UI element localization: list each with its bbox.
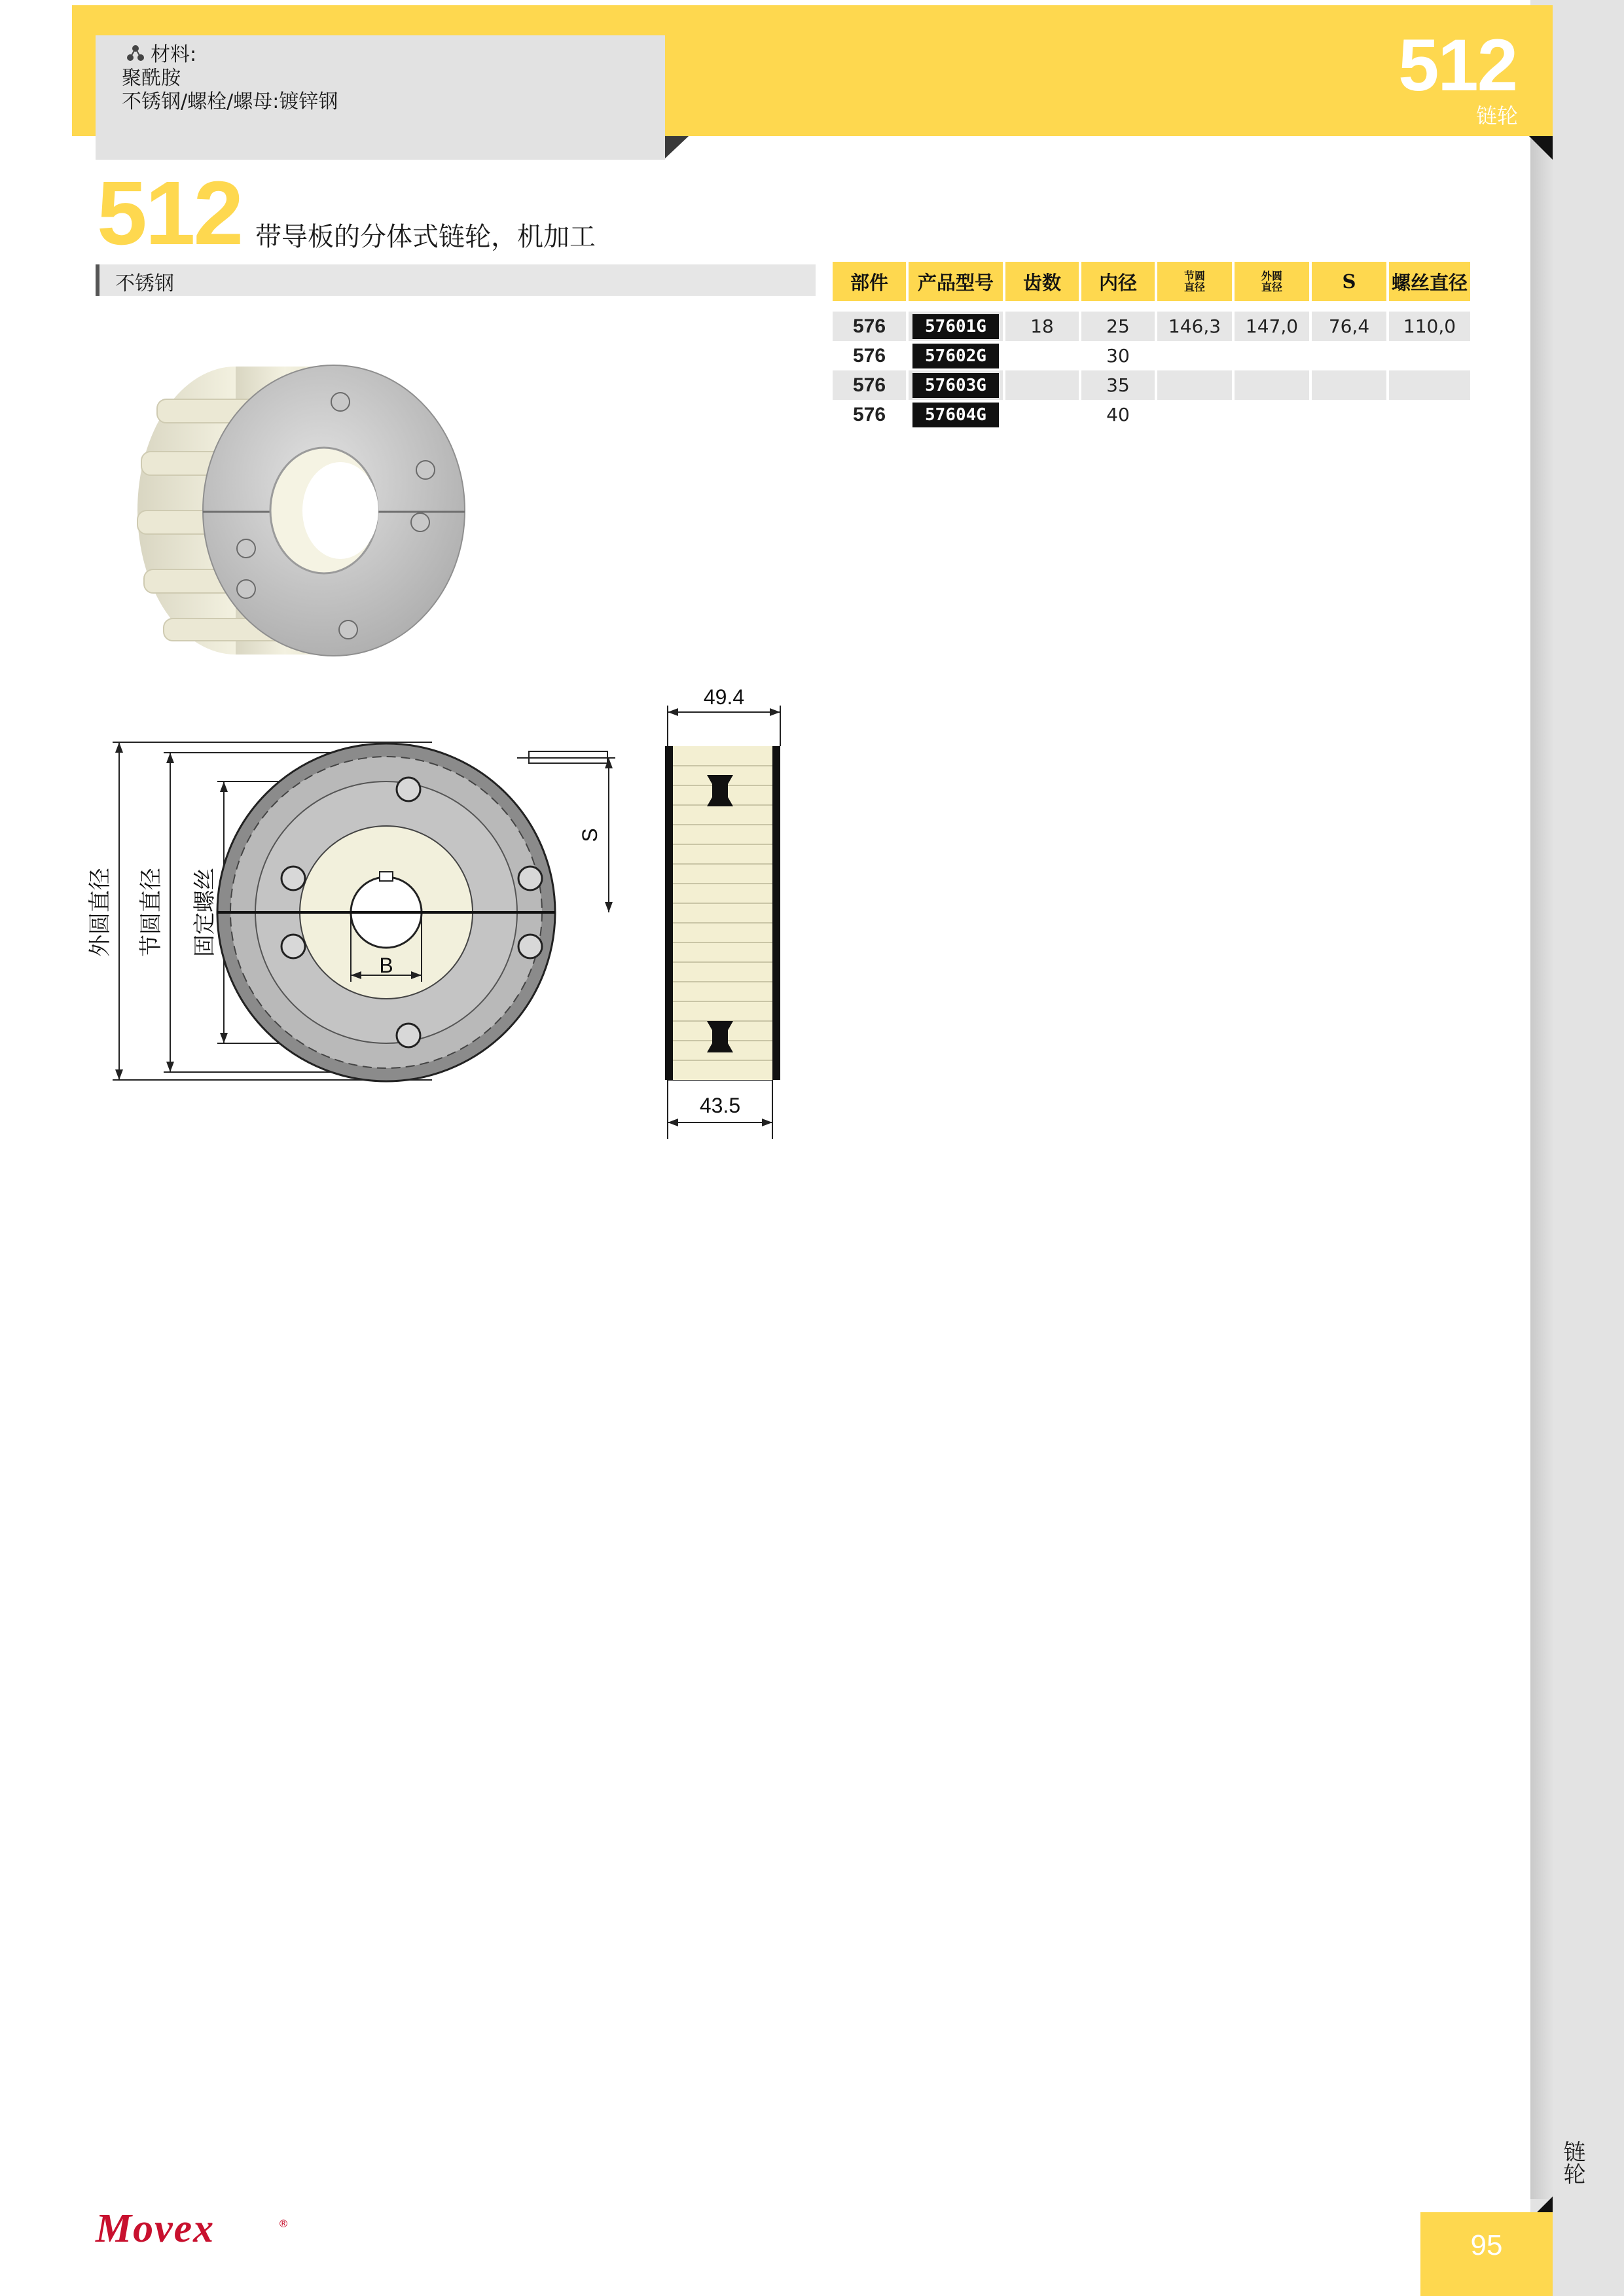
header-screw-diameter: 螺丝直径 xyxy=(1389,262,1470,301)
material-box xyxy=(96,35,665,160)
cell-part: 576 xyxy=(852,403,886,425)
table-row xyxy=(833,400,1470,429)
cell-screw xyxy=(1389,341,1470,370)
header-teeth: 齿数 xyxy=(1005,262,1079,301)
registered-mark: ® xyxy=(278,2217,289,2230)
cell-pitch xyxy=(1157,370,1232,400)
material-heading: 材料: xyxy=(151,43,197,66)
product-code: 57604G xyxy=(912,403,999,427)
cell-outer xyxy=(1235,400,1309,429)
dim-width-top: 49.4 xyxy=(703,685,745,709)
section-label: 不锈钢 xyxy=(115,272,174,295)
label-fixing-screw: 固定螺丝 xyxy=(192,868,218,957)
cell-s xyxy=(1312,370,1386,400)
cell-part: 576 xyxy=(833,370,906,400)
cell-bore: 30 xyxy=(1106,345,1130,367)
cell-s xyxy=(1312,341,1386,370)
banner-number: 512 xyxy=(1398,24,1517,106)
side-label: 链轮 xyxy=(1559,2140,1585,2185)
cell-outer xyxy=(1235,341,1309,370)
page-title-number: 512 xyxy=(97,163,242,264)
cell-code xyxy=(909,341,1003,370)
material-icon xyxy=(126,43,145,63)
corner-marker xyxy=(665,136,689,158)
cell-teeth xyxy=(1005,341,1079,370)
header-code: 产品型号 xyxy=(909,262,1003,301)
label-pitch-diameter: 节圆直径 xyxy=(138,868,164,957)
page-number: 95 xyxy=(1470,2229,1503,2261)
header-bore: 内径 xyxy=(1081,262,1155,301)
cell-s: 76,4 xyxy=(1312,312,1386,341)
cell-teeth: 18 xyxy=(1005,312,1079,341)
banner-subtitle: 链轮 xyxy=(1475,103,1518,128)
cell-screw: 110,0 xyxy=(1389,312,1470,341)
corner-marker xyxy=(1529,136,1553,160)
label-s: S xyxy=(578,828,602,842)
cell-code xyxy=(909,312,1003,341)
cell-pitch xyxy=(1157,400,1232,429)
cell-outer: 147,0 xyxy=(1235,312,1309,341)
header-s: S xyxy=(1312,262,1386,301)
cell-pitch: 146,3 xyxy=(1157,312,1232,341)
section-bar xyxy=(96,264,816,296)
table-row xyxy=(833,370,1470,400)
cell-code xyxy=(909,370,1003,400)
label-b: B xyxy=(379,954,393,977)
table-row xyxy=(833,312,1470,341)
cell-bore: 25 xyxy=(1081,312,1155,341)
technical-drawing xyxy=(87,685,831,1152)
material-line-2: 不锈钢/螺栓/螺母:镀锌钢 xyxy=(122,90,338,113)
material-line-1: 聚酰胺 xyxy=(122,67,181,90)
table-header-row xyxy=(833,262,1470,301)
cell-screw xyxy=(1389,370,1470,400)
header-outer-diameter: 外圆 直径 xyxy=(1235,262,1309,301)
cell-teeth xyxy=(1005,400,1079,429)
cell-part: 576 xyxy=(833,312,906,341)
product-code: 57602G xyxy=(912,344,999,368)
cell-teeth xyxy=(1005,370,1079,400)
cell-screw xyxy=(1389,400,1470,429)
cell-bore: 40 xyxy=(1106,404,1130,425)
cell-s xyxy=(1312,400,1386,429)
table-row xyxy=(833,341,1470,370)
product-photo xyxy=(118,321,471,687)
cell-outer xyxy=(1235,370,1309,400)
label-outer-diameter: 外圆直径 xyxy=(87,868,113,957)
spec-table xyxy=(830,262,1473,429)
product-code: 57603G xyxy=(912,373,999,398)
header-pitch-diameter: 节圆 直径 xyxy=(1157,262,1232,301)
cell-code xyxy=(909,400,1003,429)
dim-width-bottom: 43.5 xyxy=(699,1094,741,1117)
movex-logo: Movex xyxy=(96,2206,215,2251)
product-code: 57601G xyxy=(912,314,999,339)
side-band-shade xyxy=(1530,137,1554,2199)
cell-bore: 35 xyxy=(1081,370,1155,400)
page-title: 带导板的分体式链轮，机加工 xyxy=(255,222,596,252)
cell-part: 576 xyxy=(852,344,886,367)
header-part: 部件 xyxy=(833,262,906,301)
cell-pitch xyxy=(1157,341,1232,370)
